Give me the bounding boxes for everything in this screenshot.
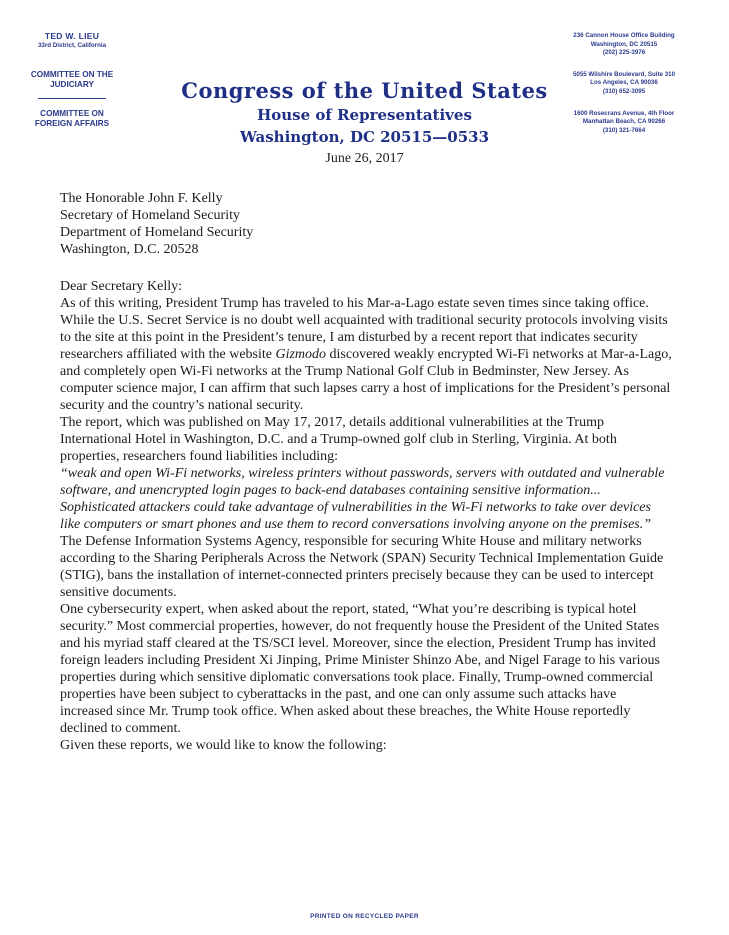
house-title: House of Representatives [257, 106, 472, 124]
block-quote: “weak and open Wi-Fi networks, wireless printers without passwords, servers with outdated and vulnerable software, and unencrypted login pages to back-end databases containing sensitive information... Sophisticated attackers could take advantage of vulnerabilities in the Wi-Fi networks to take over devices like computers or smart phones and use them to record conversations involving anyone on the premises.” [60, 466, 665, 532]
committee-foreign-affairs: COMMITTEE ON FOREIGN AFFAIRS [34, 109, 110, 128]
paragraph-2: The report, which was published on May 17, 2017, details additional vulnerabilities at the Trump International Hotel in Washington, D.C. and a Trump-owned golf club in Sterling, Virginia. At both properties, researchers found liabilities including: [60, 415, 617, 464]
letter-date: June 26, 2017 [325, 151, 404, 166]
paragraph-3: The Defense Information Systems Agency, responsible for securing White House and military networks according to the Sharing Peripherals Across the Network (SPAN) Security Technical Implementation Guide (STIG), bans the installation of internet-connected printers precisely because they can be used to intercept sensitive documents. [60, 534, 664, 600]
office-address-manhattan-beach: 1600 Rosecrans Avenue, 4th Floor Manhattan Beach, CA 90266 (310) 321-7664 [573, 109, 675, 134]
office-address-dc: 236 Cannon House Office Building Washington, DC 20515 (202) 225-3976 [573, 32, 675, 57]
paragraph-1: As of this writing, President Trump has traveled to his Mar-a-Lago estate seven times since taking office. While the U.S. Secret Service is no doubt well acquainted with traditional security protocols involving visits to the site at this point in the President’s tenure, I am disturbed by a recent report that indicates security researchers affiliated with the website Gizmodo discovered weakly encrypted Wi-Fi networks at Mar-a-Lago, and completely open Wi-Fi networks at the Trump National Golf Club in Bedminster, New Jersey. As computer science major, I can affirm that such lapses carry a host of implications for the President’s personal security and the country’s national security. [60, 296, 672, 413]
congress-title: Congress of the United States [181, 78, 548, 103]
city-zip: Washington, DC 20515—0533 [239, 128, 490, 146]
recycled-paper-note: PRINTED ON RECYCLED PAPER [310, 913, 419, 920]
member-district: 33rd District, California [37, 42, 107, 49]
gizmodo-italic: Gizmodo [275, 347, 327, 362]
paragraph-4: One cybersecurity expert, when asked about the report, stated, “What you’re describing is typical hotel security.” Most commercial properties, however, do not frequently house the President of the United States and his myriad staff cleared at the TS/SCI level. Moreover, since the election, President Trump has invited foreign leaders including President Xi Jinping, Prime Minister Shinzo Abe, and Nigel Farage to his various properties during which sensitive diplomatic conversations took place. Finally, Trump-owned commercial properties have been subject to cyberattacks in the past, and one can only assume such attacks have increased since Mr. Trump took office. When asked about these breaches, the White House reportedly declined to comment. [60, 602, 660, 736]
salutation: Dear Secretary Kelly: [60, 279, 183, 294]
office-address-los-angeles: 5055 Wilshire Boulevard, Suite 310 Los Angeles, CA 90036 (310) 652-3095 [572, 70, 676, 95]
paragraph-5: Given these reports, we would like to know the following: [60, 738, 387, 753]
letter-body [60, 190, 672, 754]
committee-judiciary: COMMITTEE ON THE JUDICIARY [30, 70, 114, 89]
addressee-block: The Honorable John F. Kelly Secretary of Homeland Security Department of Homeland Security Washington, D.C. 20528 [60, 191, 254, 257]
member-name: TED W. LIEU [44, 31, 100, 41]
